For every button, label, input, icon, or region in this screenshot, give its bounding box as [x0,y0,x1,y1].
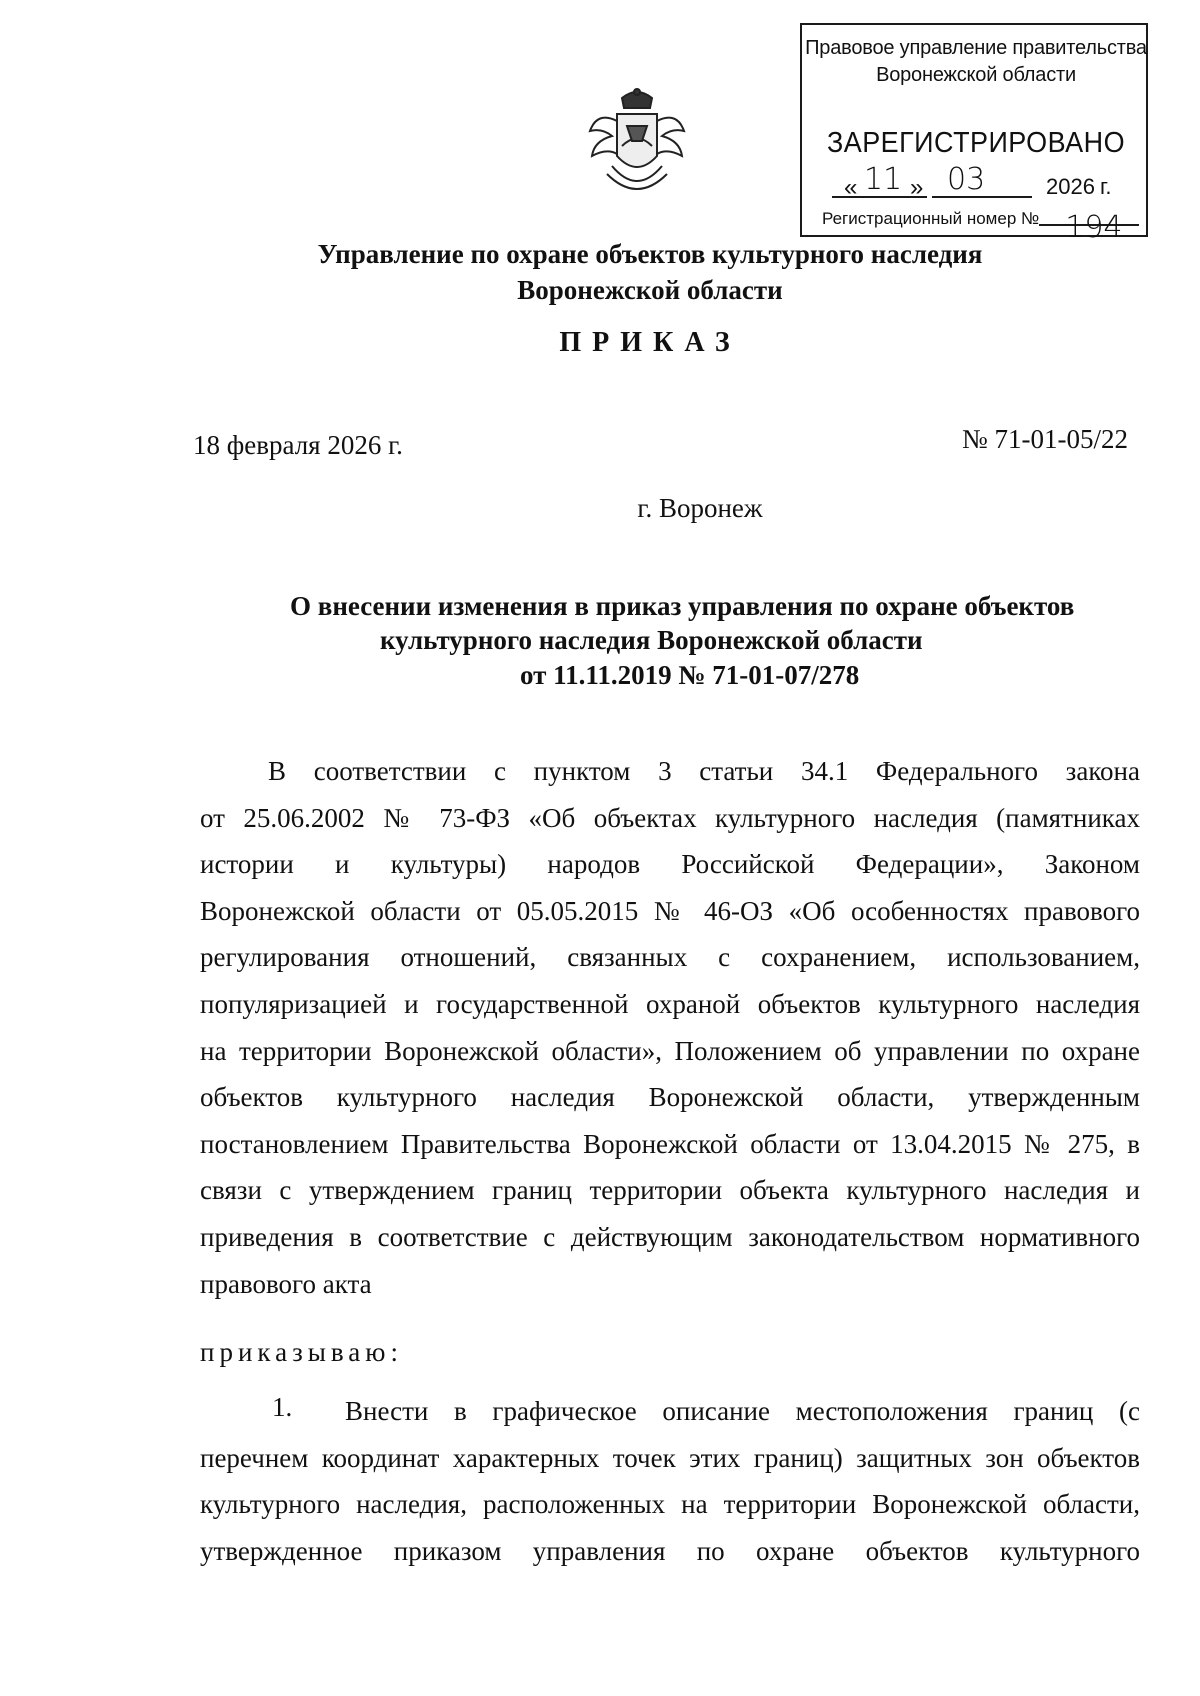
document-number: № 71-01-05/22 [962,424,1128,454]
stamp-month: 03 [947,162,986,197]
preamble-line: от 25.06.2002 № 73-ФЗ «Об объектах культурного наследия (памятниках [200,802,1140,833]
stamp-day-underline [832,196,927,198]
item1-line: перечнем координат характерных точек этих границ) защитных зон объектов [200,1442,1140,1473]
preamble-line: популяризацией и государственной охраной объектов культурного наследия [200,988,1140,1019]
document-type: ПРИКАЗ [559,327,741,358]
preamble-line: правового акта [200,1268,372,1299]
stamp-close-quote: » [910,174,924,201]
preamble-line: Воронежской области от 05.05.2015 № 46-ОЗ «Об особенностях правового [200,895,1140,926]
preamble-line: В соответствии с пунктом 3 статьи 34.1 Федерального закона [268,756,1140,786]
stamp-reg-number: 194 [1065,210,1123,245]
stamp-date [832,160,1142,204]
document-city: г. Воронеж [637,493,763,523]
subject-line2: культурного наследия Воронежской области [380,625,923,655]
document-date: 18 февраля 2026 г. [193,430,403,460]
item1-line: культурного наследия, расположенных на территории Воронежской области, [200,1489,1140,1520]
preamble-line: истории и культуры) народов Российской Федерации», Законом [200,849,1140,880]
preamble-line: приведения в соответствие с действующим законодательством нормативного [200,1221,1140,1252]
registration-stamp [800,23,1148,245]
preamble-line: на территории Воронежской области», Положением об управлении по охране [200,1035,1140,1066]
stamp-day: 11 [864,162,903,197]
stamp-organization [802,35,1150,89]
item1-number: 1. [272,1392,293,1422]
stamp-org-line1: Правовое управление правительства [805,37,1147,59]
item1-paragraph [200,1388,1140,1574]
stamp-org-line2: Воронежской области [876,64,1076,86]
coat-of-arms-icon [582,86,692,204]
subject-line3: от 11.11.2019 № 71-01-07/278 [520,660,860,690]
agency-line1: Управление по охране объектов культурного наследия [317,239,983,269]
agency-header [150,236,1150,308]
subject-line1: О внесении изменения в приказ управления по охране объектов [290,591,1075,621]
preamble-line: постановлением Правительства Воронежской области от 13.04.2015 № 275, в [200,1128,1140,1159]
order-word: приказываю: [200,1337,403,1367]
item1-line: Внести в графическое описание местоположения границ (с [345,1396,1140,1426]
stamp-year-suffix: г. [1100,174,1112,199]
item1-line: утвержденное приказом управления по охране объектов культурного [200,1535,1140,1566]
preamble-line: объектов культурного наследия Воронежской области, утвержденным [200,1082,1140,1113]
stamp-month-underline [932,196,1032,198]
preamble-paragraph [200,748,1140,1307]
stamp-registration-line [822,209,1139,245]
preamble-line: регулирования отношений, связанных с сохранением, использованием, [200,942,1140,973]
preamble-line: связи с утверждением границ территории объекта культурного наследия и [200,1175,1140,1206]
stamp-title: ЗАРЕГИСТРИРОВАНО [826,127,1126,159]
stamp-reg-label: Регистрационный номер № [822,209,1040,228]
stamp-year: 2026 [1046,174,1095,199]
agency-line2: Воронежской области [517,275,783,305]
stamp-open-quote: « [844,174,858,201]
